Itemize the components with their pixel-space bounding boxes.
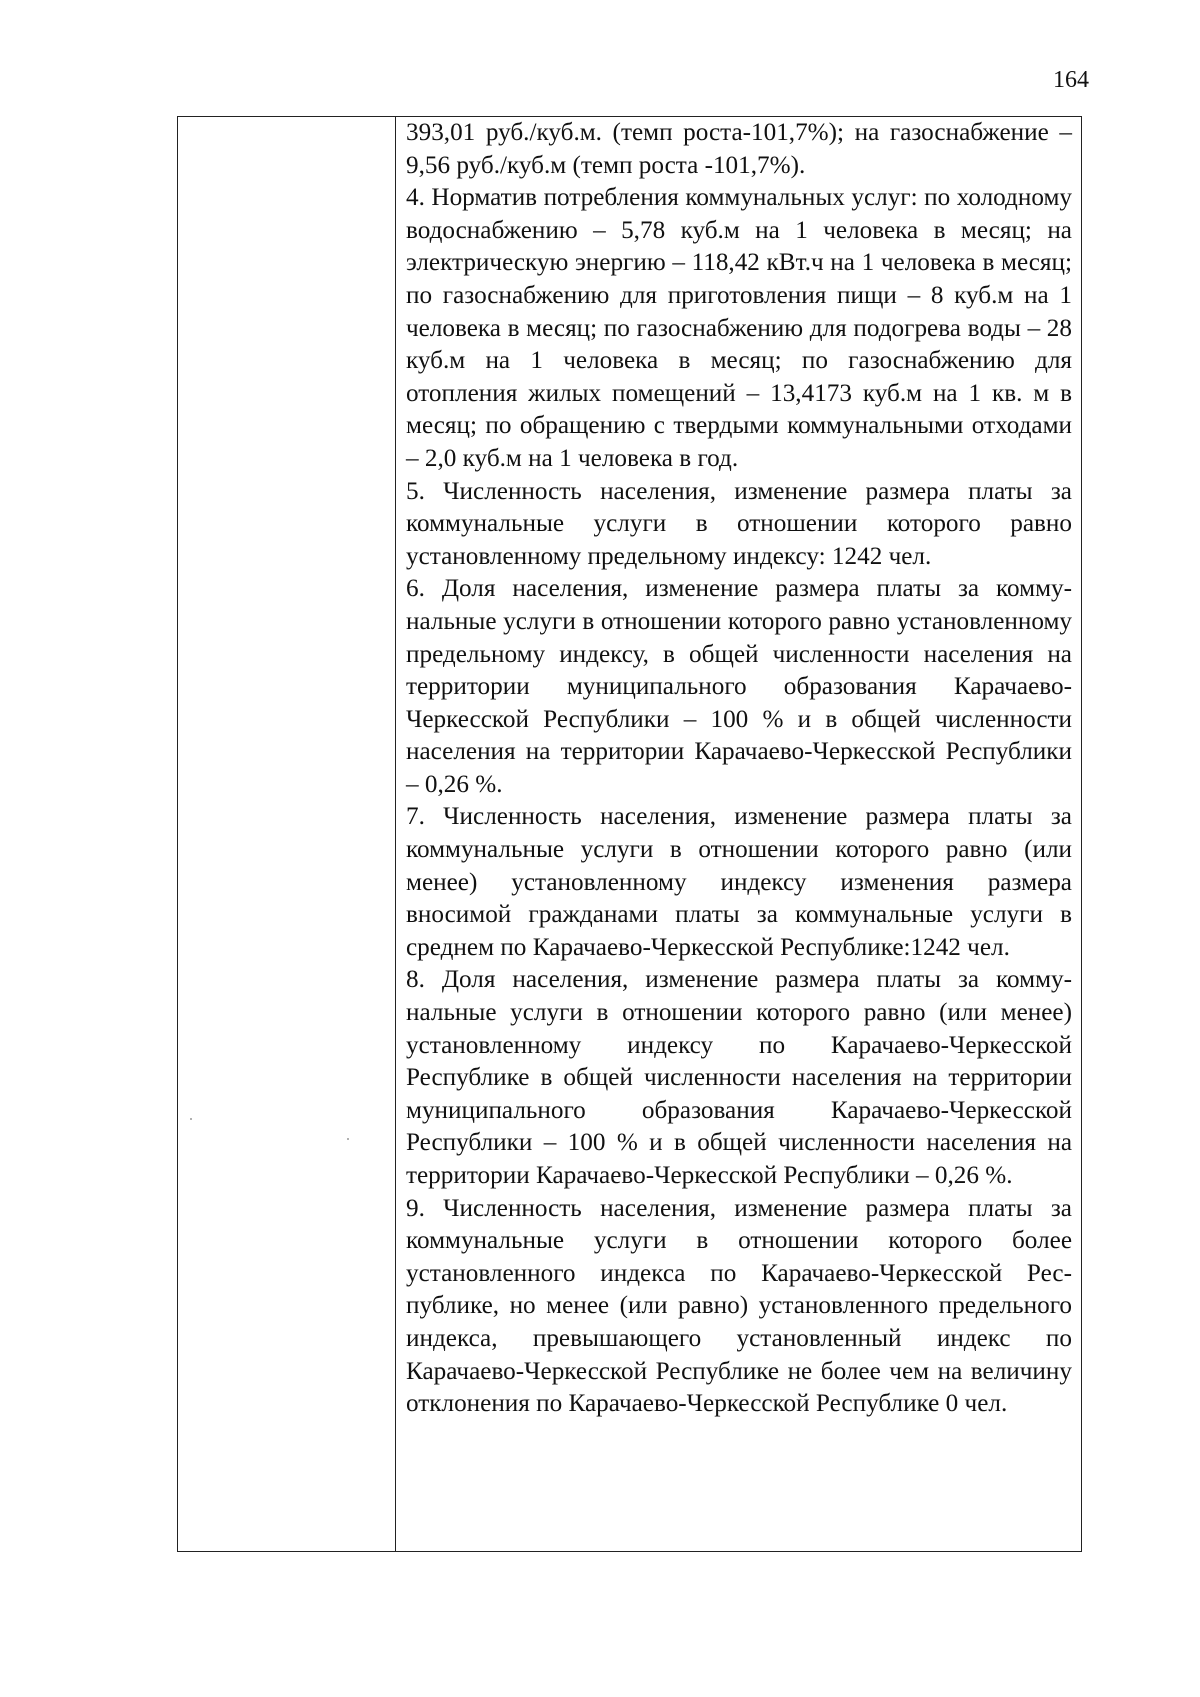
scan-speck [190,1118,192,1120]
paragraph-tariff-continuation: 393,01 руб./куб.м. (темп роста-101,7%); на газоснабжение – 9,56 руб./куб.м (темп роста -101,7%). [406,119,1072,179]
table-left-cell [178,117,396,1551]
page-number: 164 [1053,67,1089,93]
paragraph-item-8-population-share: 8. Доля населения, изменение размера платы за коммунальные услуги в отношении которого равно (или менее) установленному индексу по Карачаево-Черкесской Республике в общей численности населения на территории муниципального образования Карачаево-Черкесской Республики – 100 % и в общей численности населения на территории Карачаево-Черкесской Республики – 0,26 %. [406,966,1072,1189]
document-table [177,116,1082,1552]
paragraph-item-7-population-count: 7. Численность населения, изменение размера платы за коммунальные услуги в отношении которого равно (или менее) установленному индексу изменения размера вносимой гражданами платы за коммунальные услуги в среднем по Карачаево-Черкесской Республике:1242 чел. [406,803,1072,961]
table-right-cell [396,117,1081,1551]
paragraph-item-5-population-count: 5. Численность населения, изменение размера платы за коммунальные услуги в отношении которого равно установленному предельному индексу: 1242 чел. [406,477,1072,570]
paragraph-item-9-population-count: 9. Численность населения, изменение размера платы за коммунальные услуги в отношении которого более установленного индекса по Карачаево-Черкесской Республике, но менее (или равно) установленного предельного индекса, превышающего установленный индекс по Карачаево-Черкесской Республике не более чем на величину отклонения по Карачаево-Черкесской Республике 0 чел. [406,1194,1072,1418]
paragraph-item-4-consumption-norms: 4. Норматив потребления коммунальных услуг: по холодному водоснабжению – 5,78 куб.м на 1 человека в месяц; на электрическую энергию – 118,42 кВт.ч на 1 человека в месяц; по газоснабжению для приготовления пищи – 8 куб.м на 1 человека в месяц; по газоснабжению для подогрева воды – 28 куб.м на 1 человека в месяц; по газоснабжению для отопления жилых помещений – 13,4173 куб.м на 1 кв. м в месяц; по обращению с твердыми коммунальными отходами – 2,0 куб.м на 1 человека в год. [406,184,1072,472]
paragraph-item-6-population-share: 6. Доля населения, изменение размера платы за коммунальные услуги в отношении которого равно установленному предельному индексу, в общей численности населения на территории муниципального образования Карачаево-Черкесской Республики – 100 % и в общей численности населения на территории Карачаево-Черкесской Республики – 0,26 %. [406,575,1072,798]
scan-speck [347,1138,349,1140]
